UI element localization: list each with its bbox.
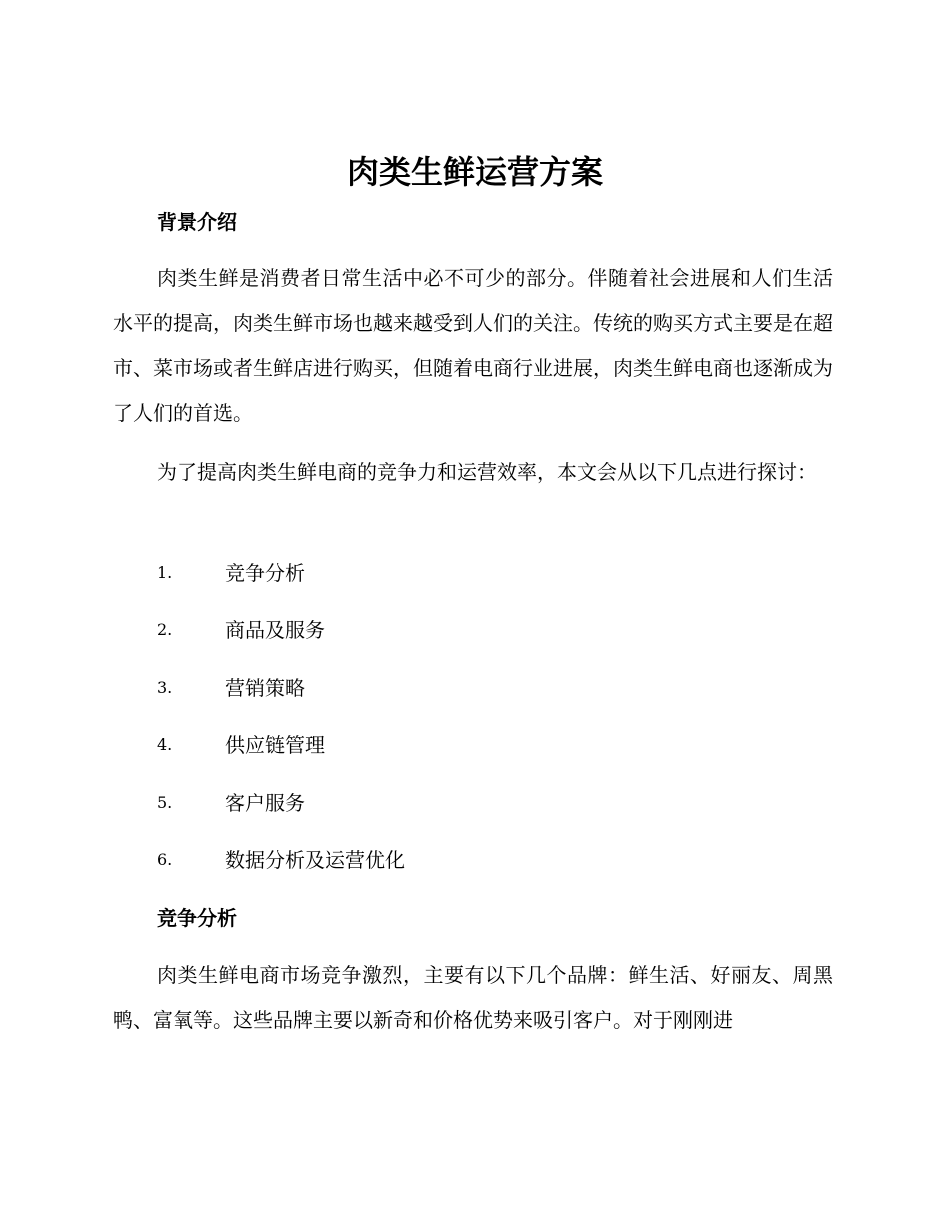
list-number: 5. (157, 792, 173, 812)
paragraph-intro-list: 为了提高肉类生鲜电商的竞争力和运营效率，本文会从以下几点进行探讨： (157, 460, 817, 484)
paragraph-background: 肉类生鲜是消费者日常生活中必不可少的部分。伴随着社会进展和人们生活水平的提高，肉类生鲜市场也越来越受到人们的关注。传统的购买方式主要是在超市、菜市场或者生鲜店进行购买，但随着电商行业进展，肉类生鲜电商也逐渐成为了人们的首选。 (113, 266, 833, 425)
paragraph-competition: 肉类生鲜电商市场竞争激烈，主要有以下几个品牌：鲜生活、好丽友、周黑鸭、富氧等。这些品牌主要以新奇和价格优势来吸引客户。对于刚刚进 (113, 963, 833, 1032)
section-heading-competition: 竞争分析 (157, 906, 237, 930)
list-number: 2. (157, 620, 173, 640)
list-text: 竞争分析 (225, 561, 305, 585)
list-item (157, 614, 405, 671)
topic-list (157, 557, 405, 901)
list-text: 供应链管理 (225, 733, 325, 758)
list-item (157, 557, 405, 614)
list-text: 营销策略 (225, 675, 305, 700)
list-number: 3. (157, 677, 173, 697)
list-text: 数据分析及运营优化 (225, 847, 405, 872)
list-number: 4. (157, 735, 173, 755)
list-item (157, 672, 405, 729)
list-text: 商品及服务 (225, 618, 325, 643)
list-number: 6. (157, 849, 173, 869)
list-number: 1. (157, 563, 173, 582)
section-heading-background: 背景介绍 (157, 210, 237, 234)
list-item (157, 844, 405, 901)
document-title: 肉类生鲜运营方案 (346, 153, 603, 191)
list-text: 客户服务 (225, 790, 305, 815)
list-item (157, 729, 405, 786)
list-item (157, 787, 405, 844)
